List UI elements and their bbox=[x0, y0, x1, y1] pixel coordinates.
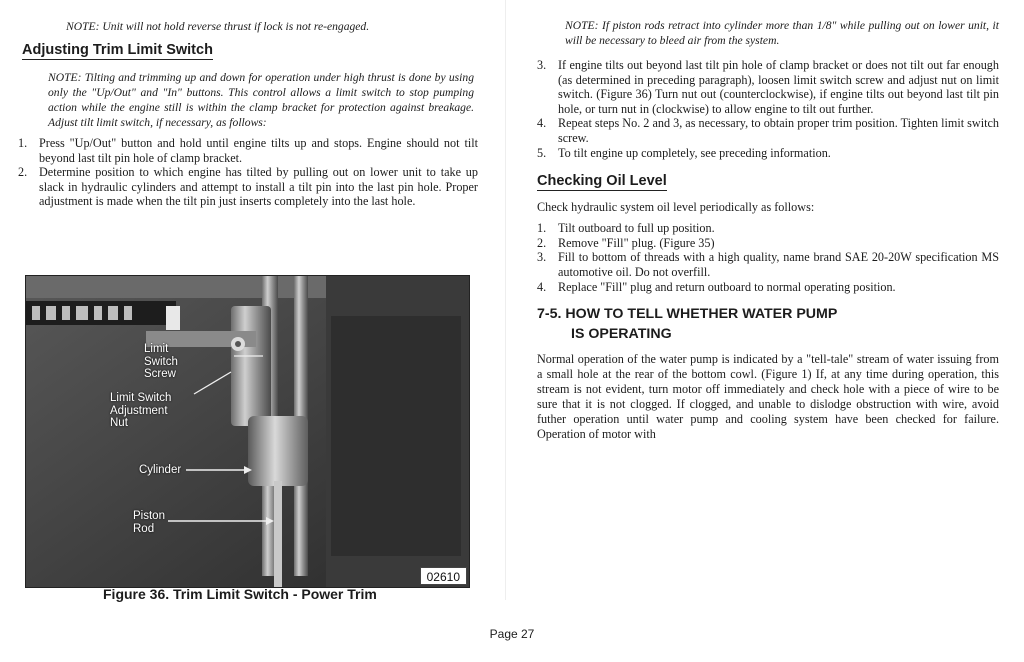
callout-cylinder: Cylinder bbox=[139, 464, 182, 476]
trim-limit-note: NOTE: Tilting and trimming up and down for operation under high thrust is done by using only the "Up/Out" and "In" buttons. This control allows a limit switch to stop pumping action while the engine still is within the clamp bracket for protection against breakage. Adjust tilt limit switch, if necessary, as follows: bbox=[48, 71, 474, 129]
page-number: Page 27 bbox=[489, 627, 535, 641]
trim-limit-steps bbox=[18, 136, 478, 209]
callout-line: Screw bbox=[144, 368, 176, 380]
column-gutter bbox=[505, 0, 506, 600]
list-item bbox=[537, 116, 999, 145]
figure-caption: Figure 36. Trim Limit Switch - Power Trim bbox=[103, 586, 377, 602]
callout-adjustment-nut bbox=[110, 392, 171, 430]
oil-steps bbox=[537, 221, 999, 294]
list-item bbox=[537, 58, 999, 116]
list-item bbox=[537, 236, 999, 251]
figure-code: 02610 bbox=[420, 567, 467, 585]
figure-36-photo bbox=[25, 275, 470, 588]
callout-limit-switch-screw bbox=[144, 343, 178, 381]
list-item-text: If engine tilts out beyond last tilt pin hole of clamp bracket or does not tilt out far enough (as determined in preceding paragraph), loosen limit switch screw and adjust nut on limit switch. (Figure 36) Turn nut out (counterclockwise), if engine tilts out beyond last tilt pin hole, or turn nut in (clockwise) to allow engine to tilt out further. bbox=[558, 58, 999, 116]
list-item-text: Determine position to which engine has tilted by pulling out on lower unit to take up slack in hydraulic cylinders and attempt to install a tilt pin into the last pin hole. Proper adjustment is made when the tilt pin just inserts completely into the last hole. bbox=[39, 165, 478, 209]
piston-note: NOTE: If piston rods retract into cylinder more than 1/8" while pulling out on lower unit, it will be necessary to bleed air from the system. bbox=[565, 19, 999, 47]
list-item-number: 1. bbox=[537, 221, 547, 236]
trim-limit-heading: Adjusting Trim Limit Switch bbox=[22, 42, 213, 58]
section-number: 7-5. bbox=[537, 306, 562, 323]
list-item-text: Replace "Fill" plug and return outboard to normal operating position. bbox=[558, 279, 896, 294]
callout-line: Adjustment bbox=[110, 404, 168, 417]
callout-line: Piston bbox=[133, 510, 165, 522]
callout-line: Rod bbox=[133, 522, 155, 535]
list-item bbox=[18, 165, 478, 209]
water-pump-text: Normal operation of the water pump is indicated by a "tell-tale" stream of water issuing from a small hole at the rear of the bottom cowl. (Figure 1) If, at any time during operation, this stream is not evident, turn motor off immediately and check hole with a piece of wire to be sure that it is not clogged. If clogged, and unable to dislodge obstruction with wire, avoid futher operation until water pump and cooling system have been checked for failure. Operation of motor with bbox=[537, 352, 999, 442]
list-item-text: Tilt outboard to full up position. bbox=[558, 221, 715, 236]
left-column bbox=[18, 0, 478, 209]
list-item bbox=[537, 280, 999, 295]
list-item-text: Repeat steps No. 2 and 3, as necessary, to obtain proper trim position. Tighten limit switch screw. bbox=[558, 116, 999, 145]
list-item-number: 3. bbox=[537, 250, 547, 265]
callout-line: Limit bbox=[144, 343, 169, 355]
section-title-line1: HOW TO TELL WHETHER WATER PUMP bbox=[565, 306, 838, 323]
callout-line: Limit Switch bbox=[110, 392, 172, 404]
list-item bbox=[537, 221, 999, 236]
list-item-number: 1. bbox=[18, 136, 28, 150]
checking-oil-heading: Checking Oil Level bbox=[537, 173, 667, 190]
list-item-text: Remove "Fill" plug. (Figure 35) bbox=[558, 235, 715, 250]
list-item-text: To tilt engine up completely, see preceding information. bbox=[558, 145, 831, 160]
callout-line: Nut bbox=[110, 417, 128, 429]
oil-intro: Check hydraulic system oil level periodically as follows: bbox=[537, 200, 815, 215]
top-note: NOTE: Unit will not hold reverse thrust if lock is not re-engaged. bbox=[66, 20, 370, 33]
list-item-number: 4. bbox=[537, 116, 547, 131]
callout-piston-rod bbox=[133, 510, 165, 535]
list-item-number: 5. bbox=[537, 145, 547, 160]
list-item bbox=[537, 250, 999, 279]
callout-line: Switch bbox=[144, 355, 178, 368]
trim-limit-steps-continued bbox=[537, 58, 999, 160]
right-column bbox=[537, 0, 999, 442]
section-title-line2: IS OPERATING bbox=[571, 326, 672, 343]
list-item-number: 2. bbox=[537, 235, 547, 250]
list-item bbox=[18, 136, 478, 165]
list-item-text: Press "Up/Out" button and hold until engine tilts up and stops. Engine should not tilt beyond last tilt pin hole of clamp bracket. bbox=[39, 136, 478, 165]
list-item-number: 2. bbox=[18, 165, 28, 180]
trim-unit-illustration bbox=[26, 276, 469, 587]
water-pump-heading bbox=[537, 304, 999, 344]
list-item-text: Fill to bottom of threads with a high quality, name brand SAE 20-20W specification MS automotive oil. Do not overfill. bbox=[558, 250, 999, 279]
list-item bbox=[537, 146, 999, 161]
list-item-number: 3. bbox=[537, 58, 547, 72]
list-item-number: 4. bbox=[537, 279, 547, 294]
